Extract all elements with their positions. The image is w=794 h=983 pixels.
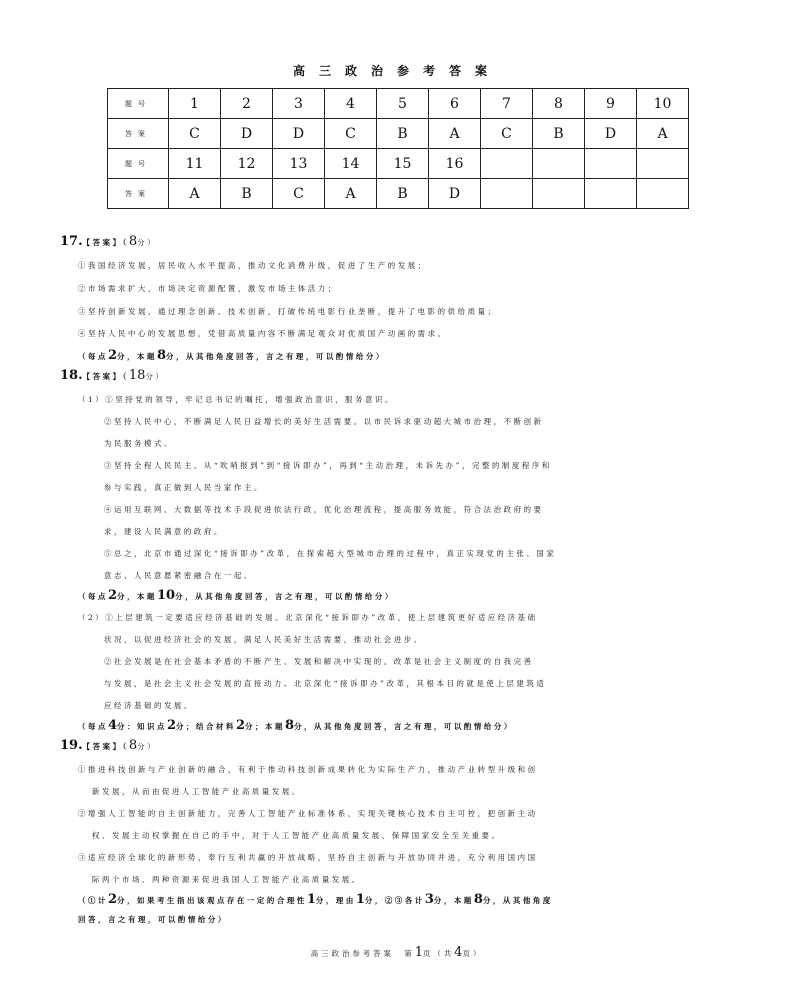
table-cell <box>481 149 533 179</box>
q19-line: 权、发展主动权掌握在自己的手中，对于人工智能产业高质量发展、保障国家安全至关重要。 <box>92 831 502 840</box>
table-cell <box>533 149 585 179</box>
q19-scoring-note-cont: 回答，言之有理，可以酌情给分） <box>78 915 228 924</box>
q18-part2-line: 应经济基础的发展。 <box>104 701 194 710</box>
q18-part1-line: 意志、人民意愿紧密融合在一起。 <box>104 571 254 580</box>
q18-part1-line: 参与实践，真正做到人民当家作主。 <box>104 483 264 492</box>
q18-part2-line: （2）①上层建筑一定要适应经济基础的发展。北京深化“接诉即办”改革，使上层建筑更好适应经济基础 <box>78 613 538 622</box>
q17-point-2: ②市场需求扩大，市场决定资源配置，激发市场主体活力； <box>78 284 338 293</box>
table-cell: A <box>169 179 221 209</box>
table-row <box>108 89 689 119</box>
table-cell: 4 <box>325 89 377 119</box>
q19-scoring-note: （①计2分，如果考生指出该观点存在一定的合理性1分，理由1分，②③各计3分，本题8分，从其他角度 <box>78 892 553 907</box>
q18-part1-scoring-note: （每点2分，本题10分，从其他角度回答，言之有理，可以酌情给分） <box>78 588 395 603</box>
table-cell: B <box>377 119 429 149</box>
q19-line: 际两个市场、两种资源来促进我国人工智能产业高质量发展。 <box>92 875 362 884</box>
table-cell: D <box>273 119 325 149</box>
q19-line: ③适应经济全球化的新形势，奉行互利共赢的开放战略，坚持自主创新与开放协同并进，充分利用国内国 <box>78 853 538 862</box>
table-cell: 7 <box>481 89 533 119</box>
table-cell: 3 <box>273 89 325 119</box>
q18-header: 18.【答案】（18分） <box>60 368 166 383</box>
q18-part1-line: 为民服务模式。 <box>104 439 174 448</box>
q18-part2-scoring-note: （每点4分：知识点2分；结合材料2分；本题8分，从其他角度回答，言之有理，可以酌情给分） <box>78 718 514 733</box>
table-cell: 14 <box>325 149 377 179</box>
table-cell: B <box>533 119 585 149</box>
table-cell: B <box>221 179 273 209</box>
table-cell: D <box>585 119 637 149</box>
table-cell <box>637 149 689 179</box>
table-cell: 16 <box>429 149 481 179</box>
q19-header: 19.【答案】（8分） <box>60 738 158 753</box>
table-row <box>108 119 689 149</box>
table-cell <box>585 179 637 209</box>
table-cell: 8 <box>533 89 585 119</box>
q18-part2-line: ②社会发展是在社会基本矛盾的不断产生、发展和解决中实现的。改革是社会主义制度的自我完善 <box>104 657 534 666</box>
table-cell: D <box>429 179 481 209</box>
q18-part1-line: ③坚持全程人民民主。从“吹哨报到”到“接诉即办”，再到“主动治理，未诉先办”，完整的制度程序和 <box>104 461 552 470</box>
table-cell: C <box>325 119 377 149</box>
table-cell: C <box>273 179 325 209</box>
table-cell: A <box>637 119 689 149</box>
q18-part2-line: 与发展，是社会主义社会发展的直接动力。北京深化“接诉即办”改革，其根本目的就是使上层建筑适 <box>104 679 547 688</box>
table-cell <box>533 179 585 209</box>
q18-part1-line: ⑤总之，北京市通过深化“接诉即办”改革，在探索超大型城市治理的过程中，真正实现党的主张、国家 <box>104 549 557 558</box>
table-cell: D <box>221 119 273 149</box>
table-cell: 10 <box>637 89 689 119</box>
table-cell: 1 <box>169 89 221 119</box>
q18-part1-line: 求，建设人民满意的政府。 <box>104 527 224 536</box>
table-cell: 12 <box>221 149 273 179</box>
q18-part2-line: 状况，以促进经济社会的发展，满足人民美好生活需要，推动社会进步。 <box>104 635 424 644</box>
row-label: 题号 <box>108 149 169 179</box>
q17-point-4: ④坚持人民中心的发展思想，凭借高质量内容不断满足观众对优质国产动画的需求。 <box>78 329 448 338</box>
table-cell: C <box>169 119 221 149</box>
q17-point-3: ③坚持创新发展，通过理念创新、技术创新，打破传统电影行业垄断，提升了电影的供给质量； <box>78 307 498 316</box>
q19-line: ②增强人工智能的自主创新能力，完善人工智能产业标准体系，实现关键核心技术自主可控，把创新主动 <box>78 809 538 818</box>
table-cell: 2 <box>221 89 273 119</box>
q18-part1-line: ②坚持人民中心，不断满足人民日益增长的美好生活需要。以市民诉求驱动超大城市治理，不断创新 <box>104 417 544 426</box>
table-cell: 5 <box>377 89 429 119</box>
table-cell: B <box>377 179 429 209</box>
q17-scoring-note: （每点2分，本题8分，从其他角度回答，言之有理，可以酌情给分） <box>78 348 386 363</box>
row-label: 答案 <box>108 119 169 149</box>
answer-table <box>107 88 689 209</box>
table-cell <box>637 179 689 209</box>
table-cell: 6 <box>429 89 481 119</box>
table-row <box>108 179 689 209</box>
row-label: 答案 <box>108 179 169 209</box>
table-cell <box>481 179 533 209</box>
page-title: 高三政治参考答案 <box>292 64 501 78</box>
q18-part1-line: ④运用互联网、大数据等技术手段促进依法行政，优化治理流程，提高服务效能，符合法治政府的要 <box>104 505 544 514</box>
q19-line: 新发展，从而由促进人工智能产业高质量发展。 <box>92 787 302 796</box>
table-cell: 15 <box>377 149 429 179</box>
table-cell: A <box>429 119 481 149</box>
q17-header: 17.【答案】（8分） <box>60 234 158 249</box>
table-cell: 11 <box>169 149 221 179</box>
table-row <box>108 149 689 179</box>
page-footer: 高三政治参考答案 第1页（共4页） <box>310 945 484 960</box>
row-label: 题号 <box>108 89 169 119</box>
table-cell: 9 <box>585 89 637 119</box>
table-cell: A <box>325 179 377 209</box>
table-cell: C <box>481 119 533 149</box>
table-cell <box>585 149 637 179</box>
table-cell: 13 <box>273 149 325 179</box>
q19-line: ①推进科技创新与产业创新的融合，有利于推动科技创新成果转化为实际生产力，推动产业转型升级和创 <box>78 765 538 774</box>
q18-part1-line: （1）①坚持党的领导，牢记总书记的嘱托，增强政治意识，服务意识。 <box>78 395 396 404</box>
q17-point-1: ①我国经济发展，居民收入水平提高，推动文化消费升级，促进了生产的发展； <box>78 261 428 270</box>
